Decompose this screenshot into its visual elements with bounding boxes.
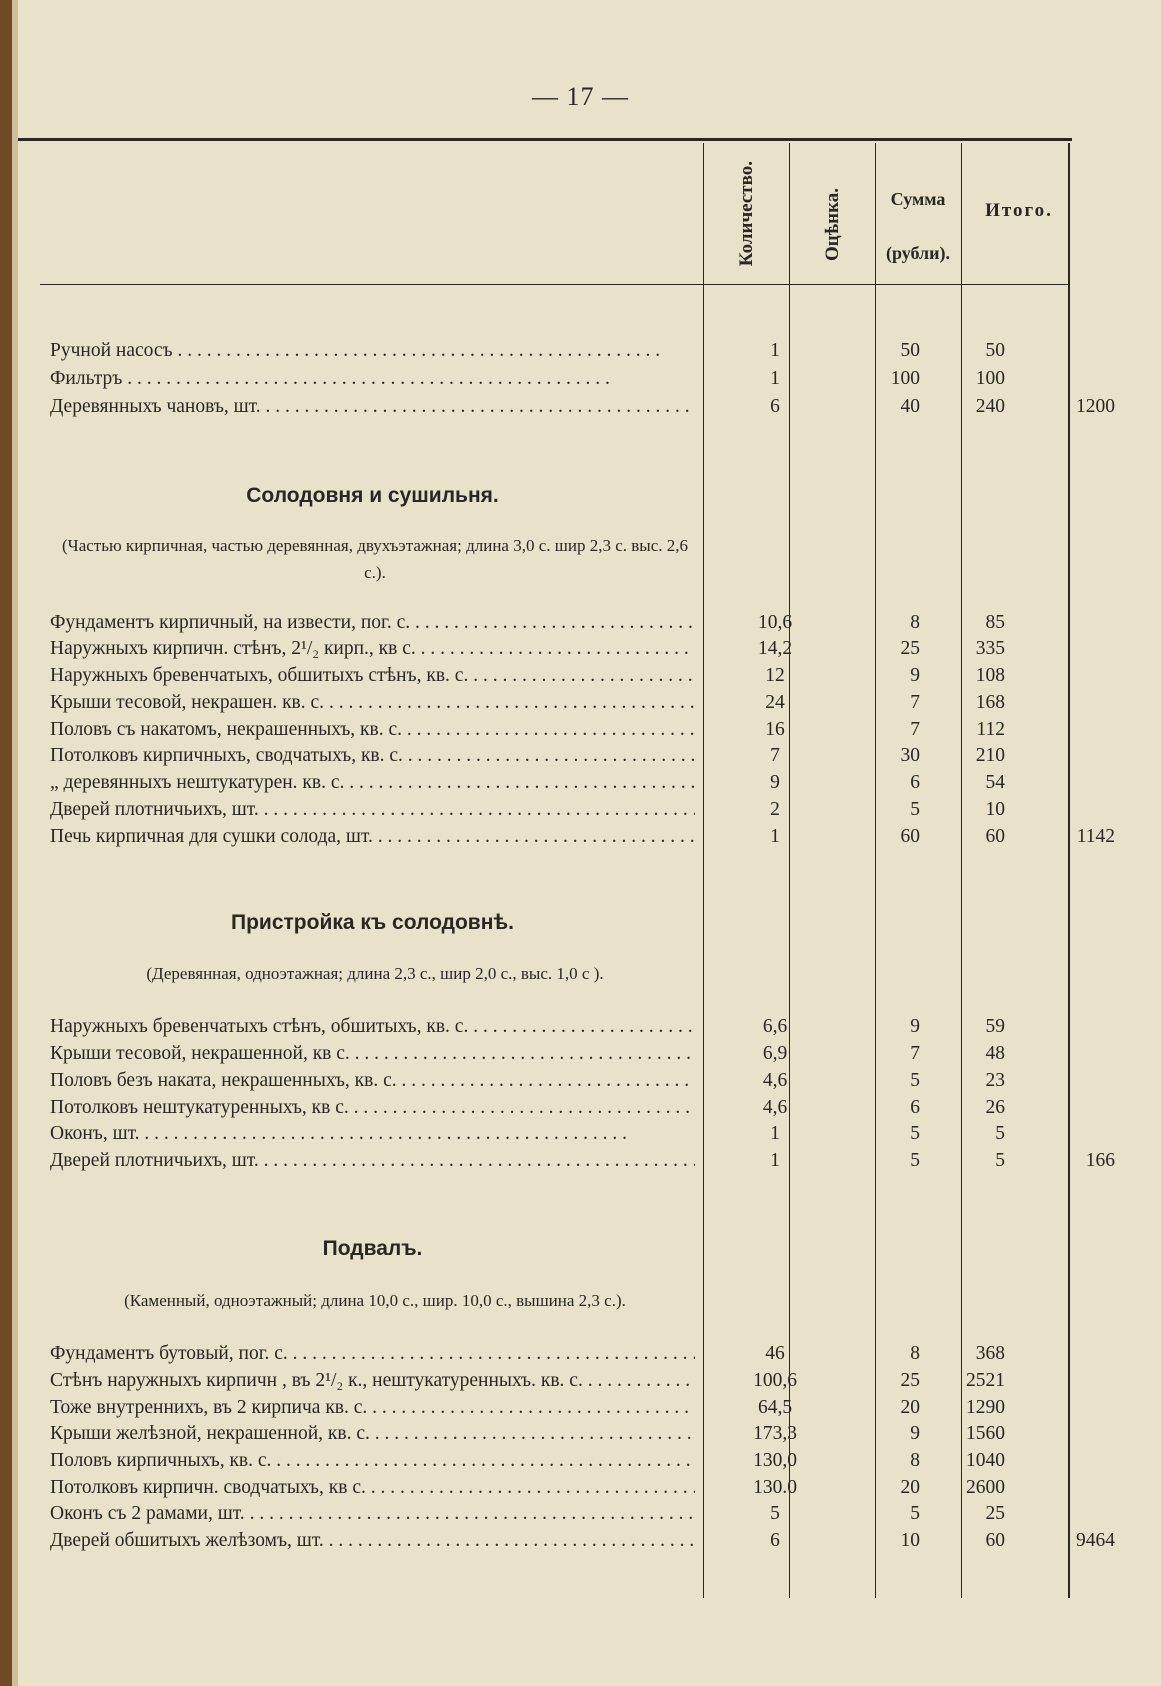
item-quantity: 173,3 <box>753 1423 797 1444</box>
item-quantity: 130.0 <box>753 1477 797 1498</box>
item-sum: 26 <box>985 1097 1005 1118</box>
item-quantity: 1 <box>770 340 780 361</box>
item-description: Наружныхъ кирпичн. стѣнъ, 2¹/₂ кирп., кв с. . . . <box>50 636 695 662</box>
table-right-border <box>1068 143 1070 1598</box>
item-rate: 8 <box>910 612 920 633</box>
section-note: (Частью кирпичная, частью деревянная, двухъэтажная; длина 3,0 с. шир 2,3 с. выс. 2,6 с.). <box>62 536 688 582</box>
item-quantity: 9 <box>770 772 780 793</box>
item-description: Наружныхъ бревенчатыхъ стѣнъ, обшитыхъ, кв. с. . . . <box>50 1014 695 1040</box>
item-sum: 2521 <box>966 1370 1005 1391</box>
header-bottom-rule <box>40 284 1070 285</box>
item-quantity: 2 <box>770 799 780 820</box>
item-rate: 9 <box>910 1016 920 1037</box>
item-rate: 5 <box>910 799 920 820</box>
item-quantity: 4,6 <box>762 1070 788 1091</box>
item-description: Крыши желѣзной, некрашенной, кв. с. . . . <box>50 1421 695 1447</box>
item-description: Фундаментъ кирпичный, на извести, пог. с. . . . <box>50 610 695 636</box>
header-sum: Сумма (рубли). <box>885 189 951 263</box>
item-quantity: 4,6 <box>762 1097 788 1118</box>
item-rate: 60 <box>900 826 920 847</box>
item-sum: 85 <box>985 612 1005 633</box>
item-total: 1142 <box>1076 826 1115 847</box>
item-quantity: 7 <box>770 745 780 766</box>
item-rate: 5 <box>910 1123 920 1144</box>
item-sum: 100 <box>975 368 1005 389</box>
item-quantity: 100,6 <box>753 1370 797 1391</box>
item-description: Тоже внутреннихъ, въ 2 кирпича кв. с. . . . <box>50 1395 695 1421</box>
item-description: Половъ съ накатомъ, некрашенныхъ, кв. с. . . . <box>50 717 695 743</box>
section-title: Подвалъ. <box>322 1237 423 1260</box>
section-note: (Каменный, одноэтажный; длина 10,0 с., шир. 10,0 с., вышина 2,3 с.). <box>124 1291 626 1310</box>
item-rate: 30 <box>900 745 920 766</box>
item-quantity: 6,6 <box>762 1016 788 1037</box>
item-sum: 108 <box>975 665 1005 686</box>
item-quantity: 1 <box>770 1150 780 1171</box>
item-rate: 40 <box>900 396 920 417</box>
item-sum: 60 <box>985 1530 1005 1551</box>
item-quantity: 6,9 <box>762 1043 788 1064</box>
page-number: — 17 — <box>532 82 629 111</box>
item-description: Потолковъ кирпичн. сводчатыхъ, кв с. . . . <box>50 1475 695 1501</box>
item-description: Оконъ съ 2 рамами, шт. . . . <box>50 1501 695 1527</box>
item-quantity: 1 <box>770 826 780 847</box>
item-sum: 60 <box>985 826 1005 847</box>
item-total: 166 <box>1085 1150 1115 1171</box>
item-rate: 8 <box>910 1450 920 1471</box>
item-rate: 5 <box>910 1503 920 1524</box>
item-sum: 1290 <box>966 1397 1005 1418</box>
item-sum: 10 <box>985 799 1005 820</box>
item-sum: 25 <box>985 1503 1005 1524</box>
item-quantity: 1 <box>770 1123 780 1144</box>
header-rate: Оцѣнка. <box>822 187 843 261</box>
item-quantity: 1 <box>770 368 780 389</box>
item-description: Печь кирпичная для сушки солода, шт. . . . <box>50 824 695 850</box>
item-sum: 5 <box>995 1123 1005 1144</box>
item-rate: 50 <box>900 340 920 361</box>
column-divider-quantity <box>703 143 704 1598</box>
item-rate: 7 <box>910 692 920 713</box>
item-quantity: 64,5 <box>757 1397 793 1418</box>
item-quantity: 6 <box>770 396 780 417</box>
item-rate: 6 <box>910 772 920 793</box>
item-sum: 210 <box>975 745 1005 766</box>
item-rate: 9 <box>910 665 920 686</box>
item-rate: 20 <box>900 1477 920 1498</box>
item-sum: 48 <box>985 1043 1005 1064</box>
section-title: Пристройка къ солодовнѣ. <box>231 911 514 934</box>
item-rate: 10 <box>900 1530 920 1551</box>
item-sum: 5 <box>995 1150 1005 1171</box>
item-description: Крыши тесовой, некрашенной, кв с. . . . <box>50 1041 695 1067</box>
item-sum: 168 <box>975 692 1005 713</box>
item-sum: 59 <box>985 1016 1005 1037</box>
item-description: Фильтръ . . . <box>50 366 695 392</box>
header-quantity: Количество. <box>736 161 757 267</box>
item-rate: 7 <box>910 719 920 740</box>
item-sum: 50 <box>985 340 1005 361</box>
item-description: Крыши тесовой, некрашен. кв. с. . . . <box>50 690 695 716</box>
item-rate: 25 <box>900 1370 920 1391</box>
item-sum: 368 <box>975 1343 1005 1364</box>
item-rate: 100 <box>890 368 920 389</box>
item-description: Наружныхъ бревенчатыхъ, обшитыхъ стѣнъ, кв. с. . . . <box>50 663 695 689</box>
table-top-rule <box>18 138 1072 141</box>
item-description: Дверей обшитыхъ желѣзомъ, шт. . . . <box>50 1528 695 1554</box>
item-sum: 1040 <box>966 1450 1005 1471</box>
item-description: Половъ безъ наката, некрашенныхъ, кв. с. . . . <box>50 1068 695 1094</box>
item-sum: 54 <box>985 772 1005 793</box>
item-rate: 7 <box>910 1043 920 1064</box>
item-description: Дверей плотничьихъ, шт. . . . <box>50 1148 695 1174</box>
item-description: Оконъ, шт. . . . <box>50 1121 695 1147</box>
item-quantity: 5 <box>770 1503 780 1524</box>
item-description: Дверей плотничьихъ, шт. . . . <box>50 797 695 823</box>
item-quantity: 14,2 <box>757 638 793 659</box>
item-rate: 6 <box>910 1097 920 1118</box>
item-description: Половъ кирпичныхъ, кв. с. . . . <box>50 1448 695 1474</box>
item-quantity: 46 <box>765 1343 785 1364</box>
page-binding-shadow <box>12 0 18 1686</box>
item-description: Ручной насосъ . . . <box>50 338 695 364</box>
section-title: Солодовня и сушильня. <box>246 484 499 507</box>
item-total: 1200 <box>1076 396 1115 417</box>
item-quantity: 6 <box>770 1530 780 1551</box>
item-description: Потолковъ кирпичныхъ, сводчатыхъ, кв. с. . . . <box>50 743 695 769</box>
item-quantity: 16 <box>765 719 785 740</box>
item-description: Фундаментъ бутовый, пог. с. . . . <box>50 1341 695 1367</box>
item-description: Потолковъ нештукатуренныхъ, кв с. . . . <box>50 1095 695 1121</box>
item-sum: 23 <box>985 1070 1005 1091</box>
item-rate: 8 <box>910 1343 920 1364</box>
item-quantity: 24 <box>765 692 785 713</box>
item-sum: 2600 <box>966 1477 1005 1498</box>
item-rate: 5 <box>910 1070 920 1091</box>
item-quantity: 12 <box>765 665 785 686</box>
page-binding-edge <box>0 0 12 1686</box>
item-rate: 20 <box>900 1397 920 1418</box>
item-sum: 1560 <box>966 1423 1005 1444</box>
item-rate: 5 <box>910 1150 920 1171</box>
item-sum: 335 <box>975 638 1005 659</box>
item-total: 9464 <box>1076 1530 1115 1551</box>
item-rate: 25 <box>900 638 920 659</box>
item-sum: 112 <box>976 719 1005 740</box>
item-description: Стѣнъ наружныхъ кирпичн , въ 2¹/₂ к., нештукатуренныхъ. кв. с. . . . <box>50 1368 695 1394</box>
section-note: (Деревянная, одноэтажная; длина 2,3 с., шир 2,0 с., выс. 1,0 с ). <box>146 964 604 983</box>
item-quantity: 10,6 <box>757 612 793 633</box>
header-total: Итого. <box>985 200 1053 221</box>
item-sum: 240 <box>975 396 1005 417</box>
item-rate: 9 <box>910 1423 920 1444</box>
item-description: „ деревянныхъ нештукатурен. кв. с. . . . <box>50 770 695 796</box>
item-quantity: 130,0 <box>753 1450 797 1471</box>
item-description: Деревянныхъ чановъ, шт. . . . <box>50 394 695 420</box>
